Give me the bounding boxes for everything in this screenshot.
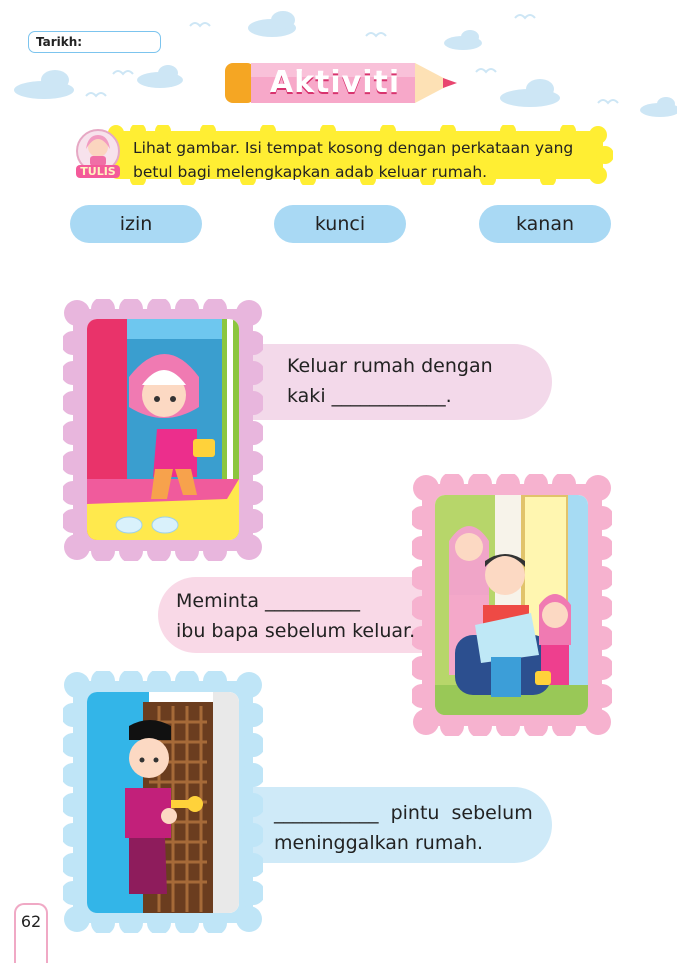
question-1-text (287, 351, 537, 411)
question-2-line-1: Meminta __________ (176, 590, 361, 612)
date-label: Tarikh: (36, 35, 83, 49)
question-2-text (176, 586, 416, 646)
asking-parents-permission-illustration (435, 495, 588, 715)
page-title: Aktiviti (269, 65, 401, 100)
word-option-izin: izin (70, 205, 202, 243)
girl-leaving-house-illustration (87, 319, 239, 540)
date-field[interactable] (28, 31, 161, 53)
question-1-line-1: Keluar rumah dengan (287, 355, 493, 377)
boy-locking-door-illustration (87, 692, 239, 913)
instruction-line-1: Lihat gambar. Isi tempat kosong dengan perkataan yang (133, 139, 574, 157)
question-3-line-1: ___________ pintu sebelum (274, 802, 533, 824)
question-3-text (274, 798, 544, 858)
page-number: 62 (14, 903, 48, 963)
word-option-kunci: kunci (274, 205, 406, 243)
instruction-text (133, 136, 601, 184)
word-option-kanan: kanan (479, 205, 611, 243)
question-3-line-2: meninggalkan rumah. (274, 832, 484, 854)
instruction-line-2: betul bagi melengkapkan adab keluar rumah. (133, 163, 488, 181)
question-2-line-2: ibu bapa sebelum keluar. (176, 620, 416, 642)
question-1-line-2: kaki ____________. (287, 385, 452, 407)
tulis-badge-label: TULIS (80, 165, 116, 178)
